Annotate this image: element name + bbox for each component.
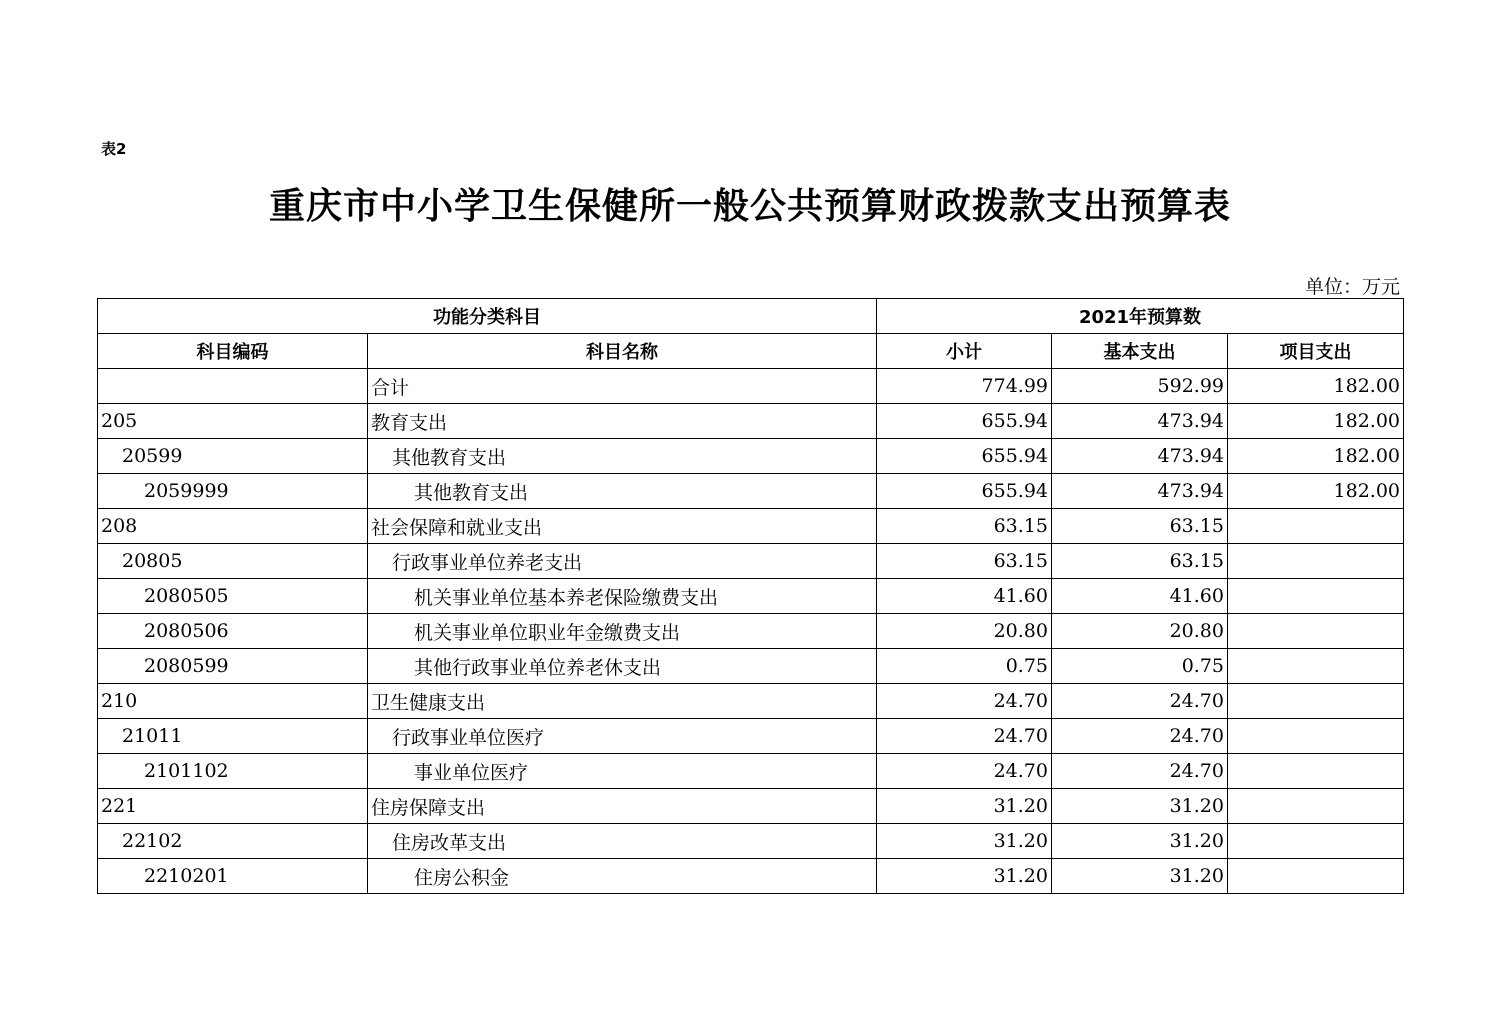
cell-project <box>1228 684 1404 719</box>
cell-subtotal: 655.94 <box>877 474 1052 509</box>
cell-basic: 63.15 <box>1052 509 1228 544</box>
cell-basic: 20.80 <box>1052 614 1228 649</box>
table-row <box>98 474 1404 509</box>
table-row <box>98 544 1404 579</box>
cell-subtotal: 31.20 <box>877 789 1052 824</box>
cell-project <box>1228 719 1404 754</box>
cell-subtotal: 774.99 <box>877 369 1052 404</box>
cell-name: 卫生健康支出 <box>368 684 877 719</box>
cell-name: 机关事业单位基本养老保险缴费支出 <box>368 579 877 614</box>
cell-subtotal: 31.20 <box>877 859 1052 894</box>
table-row <box>98 719 1404 754</box>
cell-name: 住房公积金 <box>368 859 877 894</box>
table-number: 表2 <box>101 140 127 158</box>
cell-project <box>1228 544 1404 579</box>
table-row <box>98 789 1404 824</box>
cell-basic: 473.94 <box>1052 439 1228 474</box>
page-title: 重庆市中小学卫生保健所一般公共预算财政拨款支出预算表 <box>268 186 1231 227</box>
column-header-row <box>98 334 1404 369</box>
cell-code: 221 <box>98 789 368 824</box>
cell-name: 行政事业单位医疗 <box>368 719 877 754</box>
cell-code: 2059999 <box>98 474 368 509</box>
cell-code: 2080505 <box>98 579 368 614</box>
cell-basic: 473.94 <box>1052 404 1228 439</box>
cell-code <box>98 369 368 404</box>
cell-basic: 24.70 <box>1052 754 1228 789</box>
cell-subtotal: 41.60 <box>877 579 1052 614</box>
cell-name: 行政事业单位养老支出 <box>368 544 877 579</box>
cell-name: 社会保障和就业支出 <box>368 509 877 544</box>
cell-code: 2080506 <box>98 614 368 649</box>
cell-project <box>1228 859 1404 894</box>
cell-project: 182.00 <box>1228 369 1404 404</box>
cell-subtotal: 24.70 <box>877 754 1052 789</box>
cell-project <box>1228 754 1404 789</box>
cell-code: 205 <box>98 404 368 439</box>
cell-code: 208 <box>98 509 368 544</box>
cell-code: 20805 <box>98 544 368 579</box>
table-row <box>98 754 1404 789</box>
column-header-name: 科目名称 <box>368 334 877 369</box>
column-header-code: 科目编码 <box>98 334 368 369</box>
cell-subtotal: 0.75 <box>877 649 1052 684</box>
cell-subtotal: 20.80 <box>877 614 1052 649</box>
cell-subtotal: 31.20 <box>877 824 1052 859</box>
cell-basic: 473.94 <box>1052 474 1228 509</box>
group-header-budget: 2021年预算数 <box>877 299 1404 334</box>
cell-basic: 0.75 <box>1052 649 1228 684</box>
cell-name: 机关事业单位职业年金缴费支出 <box>368 614 877 649</box>
cell-project <box>1228 579 1404 614</box>
cell-name: 教育支出 <box>368 404 877 439</box>
cell-project <box>1228 649 1404 684</box>
column-header-subtotal: 小计 <box>877 334 1052 369</box>
cell-basic: 592.99 <box>1052 369 1228 404</box>
cell-subtotal: 63.15 <box>877 509 1052 544</box>
table-row <box>98 509 1404 544</box>
cell-basic: 24.70 <box>1052 684 1228 719</box>
cell-subtotal: 655.94 <box>877 439 1052 474</box>
table-row <box>98 369 1404 404</box>
cell-basic: 24.70 <box>1052 719 1228 754</box>
cell-name: 其他教育支出 <box>368 439 877 474</box>
cell-name: 其他行政事业单位养老休支出 <box>368 649 877 684</box>
group-header-function: 功能分类科目 <box>98 299 877 334</box>
cell-name: 住房改革支出 <box>368 824 877 859</box>
cell-name: 住房保障支出 <box>368 789 877 824</box>
cell-subtotal: 63.15 <box>877 544 1052 579</box>
table-body <box>98 369 1404 894</box>
table-row <box>98 439 1404 474</box>
cell-code: 2101102 <box>98 754 368 789</box>
column-header-basic: 基本支出 <box>1052 334 1228 369</box>
cell-subtotal: 24.70 <box>877 684 1052 719</box>
cell-project <box>1228 614 1404 649</box>
unit-label: 单位：万元 <box>1304 276 1400 298</box>
cell-project <box>1228 509 1404 544</box>
cell-basic: 31.20 <box>1052 824 1228 859</box>
cell-basic: 31.20 <box>1052 859 1228 894</box>
cell-code: 21011 <box>98 719 368 754</box>
cell-project: 182.00 <box>1228 404 1404 439</box>
cell-project: 182.00 <box>1228 474 1404 509</box>
cell-code: 22102 <box>98 824 368 859</box>
cell-subtotal: 24.70 <box>877 719 1052 754</box>
table-row <box>98 684 1404 719</box>
cell-code: 2210201 <box>98 859 368 894</box>
budget-table <box>97 298 1404 894</box>
cell-basic: 63.15 <box>1052 544 1228 579</box>
table-row <box>98 404 1404 439</box>
cell-subtotal: 655.94 <box>877 404 1052 439</box>
cell-name: 合计 <box>368 369 877 404</box>
table-row <box>98 614 1404 649</box>
cell-project <box>1228 824 1404 859</box>
cell-basic: 41.60 <box>1052 579 1228 614</box>
table-row <box>98 859 1404 894</box>
cell-basic: 31.20 <box>1052 789 1228 824</box>
cell-code: 210 <box>98 684 368 719</box>
table-row <box>98 579 1404 614</box>
cell-name: 其他教育支出 <box>368 474 877 509</box>
table-row <box>98 649 1404 684</box>
cell-name: 事业单位医疗 <box>368 754 877 789</box>
group-header-row <box>98 299 1404 334</box>
cell-project <box>1228 789 1404 824</box>
table-row <box>98 824 1404 859</box>
cell-code: 2080599 <box>98 649 368 684</box>
cell-code: 20599 <box>98 439 368 474</box>
column-header-project: 项目支出 <box>1228 334 1404 369</box>
cell-project: 182.00 <box>1228 439 1404 474</box>
